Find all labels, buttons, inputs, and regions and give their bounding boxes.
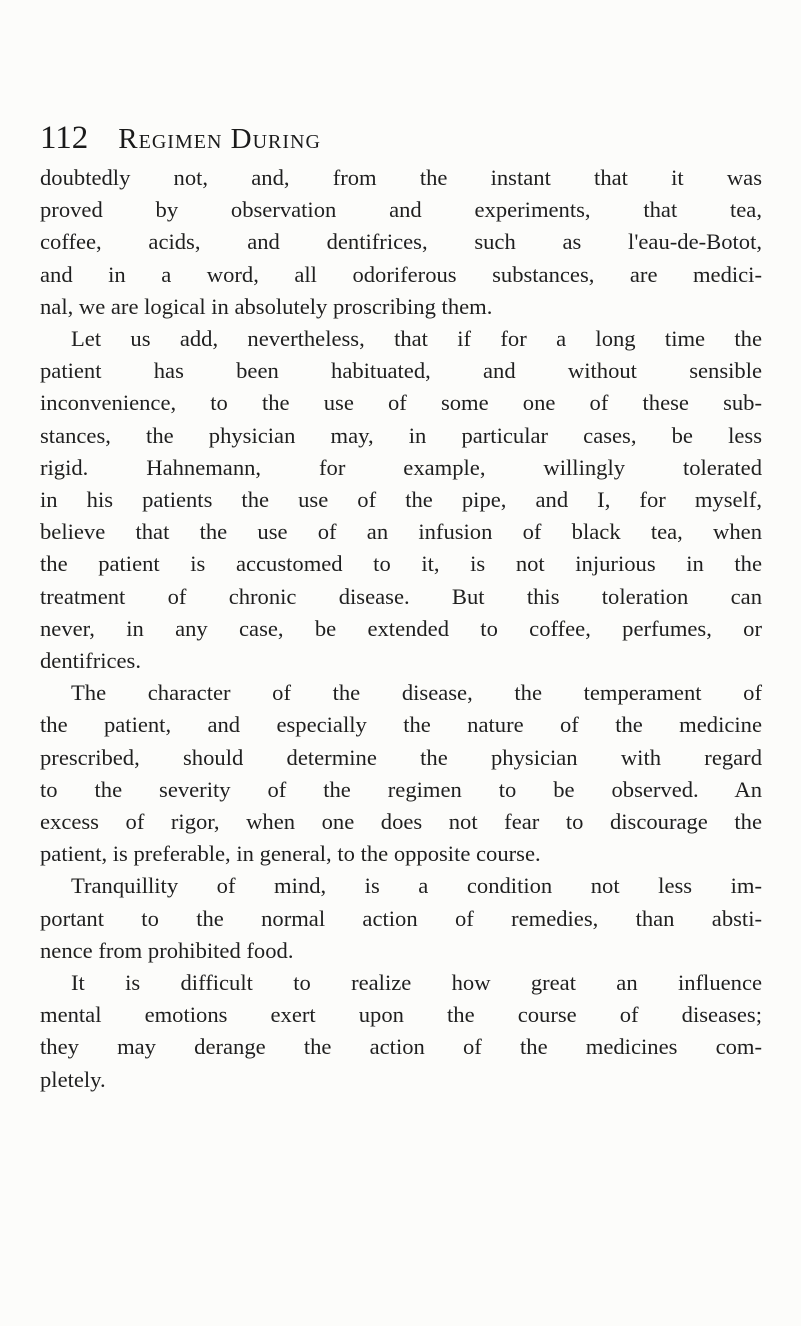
text-line: dentifrices.	[40, 648, 141, 674]
text-line: doubtedly not, and, from the instant that it was	[40, 165, 762, 190]
text-line: pletely.	[40, 1066, 106, 1092]
text-line: stances, the physician may, in particular cases, be less	[40, 422, 762, 448]
text-line: patient, is preferable, in general, to the opposite course.	[40, 841, 541, 867]
text-line: the patient, and especially the nature of the medicine	[40, 712, 762, 738]
text-line: nence from prohibited food.	[40, 937, 294, 963]
text-line: and in a word, all odoriferous substances, are medici-	[40, 261, 762, 287]
text-line: nal, we are logical in absolutely proscribing them.	[40, 293, 493, 319]
text-line: never, in any case, be extended to coffee, perfumes, or	[40, 615, 762, 641]
running-head	[40, 118, 760, 158]
text-line: proved by observation and experiments, that tea,	[40, 197, 762, 223]
text-line: in his patients the use of the pipe, and I, for myself,	[40, 487, 762, 513]
text-line: The character of the disease, the temperament of	[71, 680, 762, 706]
text-line: Tranquillity of mind, is a condition not less im-	[71, 873, 762, 899]
text-line: coffee, acids, and dentifrices, such as l'eau-de-Botot,	[40, 229, 762, 255]
running-title: Regimen During	[118, 123, 321, 155]
text-line: patient has been habituated, and without sensible	[40, 358, 762, 384]
text-line: portant to the normal action of remedies, than absti-	[40, 905, 762, 931]
text-line: mental emotions exert upon the course of diseases;	[40, 1002, 762, 1028]
text-line: excess of rigor, when one does not fear to discourage the	[40, 809, 762, 835]
body-text	[40, 162, 762, 1096]
text-line: prescribed, should determine the physician with regard	[40, 744, 762, 770]
text-line: believe that the use of an infusion of black tea, when	[40, 519, 762, 545]
text-line: It is difficult to realize how great an influence	[71, 970, 762, 996]
text-line: Let us add, nevertheless, that if for a long time the	[71, 326, 762, 352]
text-line: the patient is accustomed to it, is not injurious in the	[40, 551, 762, 577]
text-line: rigid. Hahnemann, for example, willingly tolerated	[40, 454, 762, 480]
text-line: to the severity of the regimen to be observed. An	[40, 776, 762, 802]
text-line: inconvenience, to the use of some one of these sub-	[40, 390, 762, 416]
text-line: they may derange the action of the medicines com-	[40, 1034, 762, 1060]
page-number: 112	[40, 120, 89, 156]
text-line: treatment of chronic disease. But this toleration can	[40, 583, 762, 609]
